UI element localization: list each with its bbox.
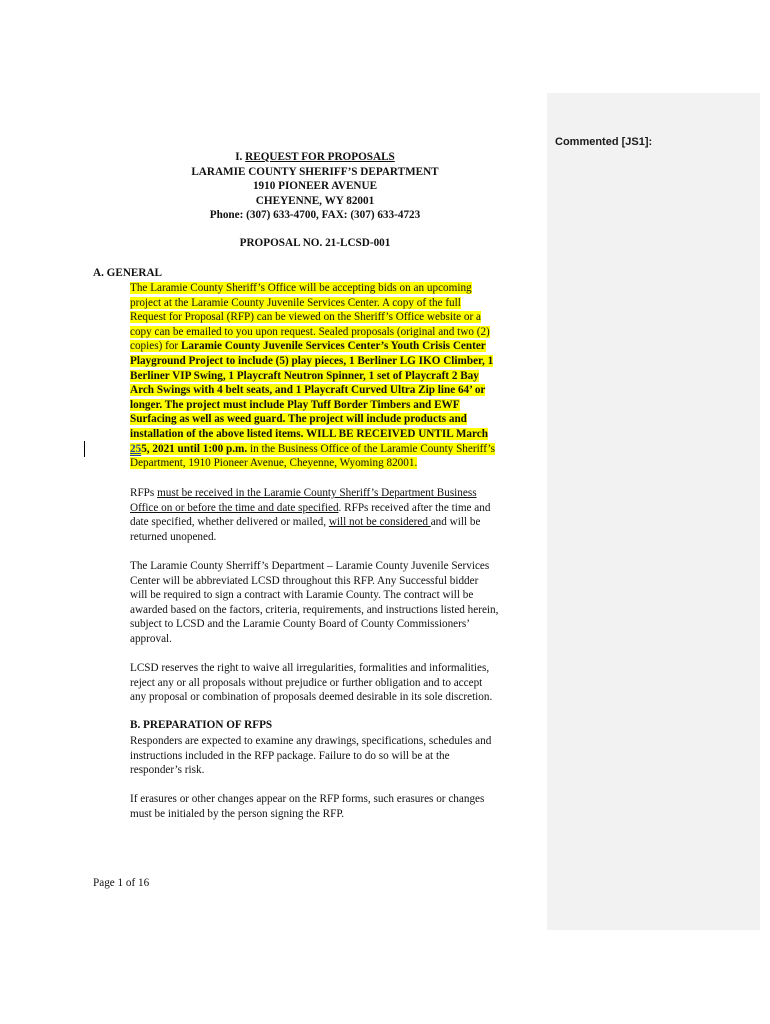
paragraph-line: If erasures or other changes appear on the RFP forms, such erasures or changes (130, 793, 485, 805)
city-state-zip: CHEYENNE, WY 82001 (255, 194, 375, 207)
paragraph-line: awarded based on the factors, criteria, requirements, and instructions listed herein, (130, 603, 499, 616)
revision-change-bar (84, 441, 85, 457)
rfp-title: REQUEST FOR PROPOSALS (245, 151, 395, 163)
project-scope-line: longer. The project must include Play Tuff Border Timbers and EWF (130, 398, 460, 411)
paragraph-line: instructions included in the RFP package. Failure to do so will be at the (130, 749, 450, 762)
comment-heading[interactable]: Commented [JS1]: (555, 136, 653, 148)
receipt-text: date specified, whether delivered or mailed, (130, 516, 329, 529)
receipt-underlined: must be received in the Laramie County Sheriff’s Department Business (157, 487, 477, 499)
project-scope-line: Berliner VIP Swing, 1 Playcraft Neutron Spinner, 1 set of Playcraft 2 Bay (130, 369, 479, 382)
receipt-text: . RFPs received after the time and (338, 501, 491, 514)
receipt-text: RFPs (130, 487, 158, 499)
page-number: Page 1 of 16 (93, 877, 150, 889)
project-scope-line: Surfacing as well as weed guard. The project will include products and (130, 413, 467, 426)
intro-line: project at the Laramie County Juvenile Services Center. A copy of the full (130, 296, 461, 309)
intro-line: copies) for (130, 340, 181, 353)
project-scope-line: Arch Swings with 4 belt seats, and 1 Playcraft Curved Ultra Zip line 64’ or (130, 384, 486, 397)
reserves-paragraph (130, 661, 540, 705)
deadline-date-digit: 5 (141, 442, 147, 455)
intro-line: copy can be emailed to you upon request. Sealed proposals (original and two (2) (130, 325, 490, 338)
project-scope-line: Playground Project to include (5) play pieces, 1 Berliner LG IKO Climber, 1 (130, 354, 494, 367)
intro-line: Department, 1910 Pioneer Avenue, Cheyenne, Wyoming 82001. (130, 457, 418, 470)
receipt-text: and will be (430, 516, 481, 529)
tracked-change-date[interactable]: 25 (130, 442, 142, 455)
receipt-underlined: will not be considered (328, 516, 431, 529)
paragraph-line: LCSD reserves the right to waive all irregularities, formalities and informalities, (130, 662, 490, 674)
paragraph-line: subject to LCSD and the Laramie County Board of County Commissioners’ (130, 618, 470, 631)
paragraph-line: Center will be abbreviated LCSD throughout this RFP. Any Successful bidder (130, 574, 479, 587)
paragraph-line: reject any or all proposals without prejudice or further obligation and to accept (130, 676, 483, 689)
paragraph-line: will be required to sign a contract with Laramie County. The contract will be (130, 589, 474, 602)
street-address: 1910 PIONEER AVENUE (252, 180, 378, 193)
paragraph-line: must be initialed by the person signing the RFP. (130, 807, 345, 820)
general-intro-paragraph (130, 281, 540, 471)
rfp-receipt-paragraph (130, 486, 540, 544)
department-name: LARAMIE COUNTY SHERIFF’S DEPARTMENT (191, 165, 439, 178)
intro-line: in the Business Office of the Laramie County Sheriff’s (247, 442, 496, 455)
paragraph-line: responder’s risk. (130, 764, 205, 777)
section-number: I. (235, 151, 246, 163)
paragraph-line: Responders are expected to examine any drawings, specifications, schedules and (130, 735, 492, 747)
abbreviation-paragraph (130, 559, 540, 647)
paragraph-line: approval. (130, 632, 172, 645)
paragraph-line: any proposal or combination of proposals deemed desirable in its sole discretion. (130, 691, 493, 704)
proposal-number: PROPOSAL NO. 21-LCSD-001 (239, 237, 391, 249)
receipt-underlined: Office on or before the time and date specified (130, 501, 339, 514)
intro-line: The Laramie County Sheriff’s Office will be accepting bids on an upcoming (130, 282, 472, 294)
receipt-text: returned unopened. (130, 530, 217, 543)
erasures-paragraph (130, 792, 540, 821)
comments-pane[interactable] (547, 93, 760, 930)
project-title-bold: Laramie County Juvenile Services Center’s Youth Crisis Center (180, 340, 486, 353)
section-a-heading: A. GENERAL (93, 267, 162, 279)
paragraph-line: The Laramie County Sherriff’s Department – Laramie County Juvenile Services (130, 560, 490, 572)
letterhead (90, 150, 540, 223)
deadline-time: , 2021 until 1:00 p.m. (146, 442, 248, 455)
phone-fax: Phone: (307) 633-4700, FAX: (307) 633-4723 (209, 209, 421, 222)
examine-paragraph (130, 734, 540, 778)
intro-line: Request for Proposal (RFP) can be viewed on the Sheriff’s Office website or a (130, 311, 481, 324)
rfp-title-line (90, 150, 540, 165)
section-b-heading: B. PREPARATION OF RFPS (130, 719, 273, 731)
deadline-line: installation of the above listed items. WILL BE RECEIVED UNTIL March (130, 427, 488, 440)
